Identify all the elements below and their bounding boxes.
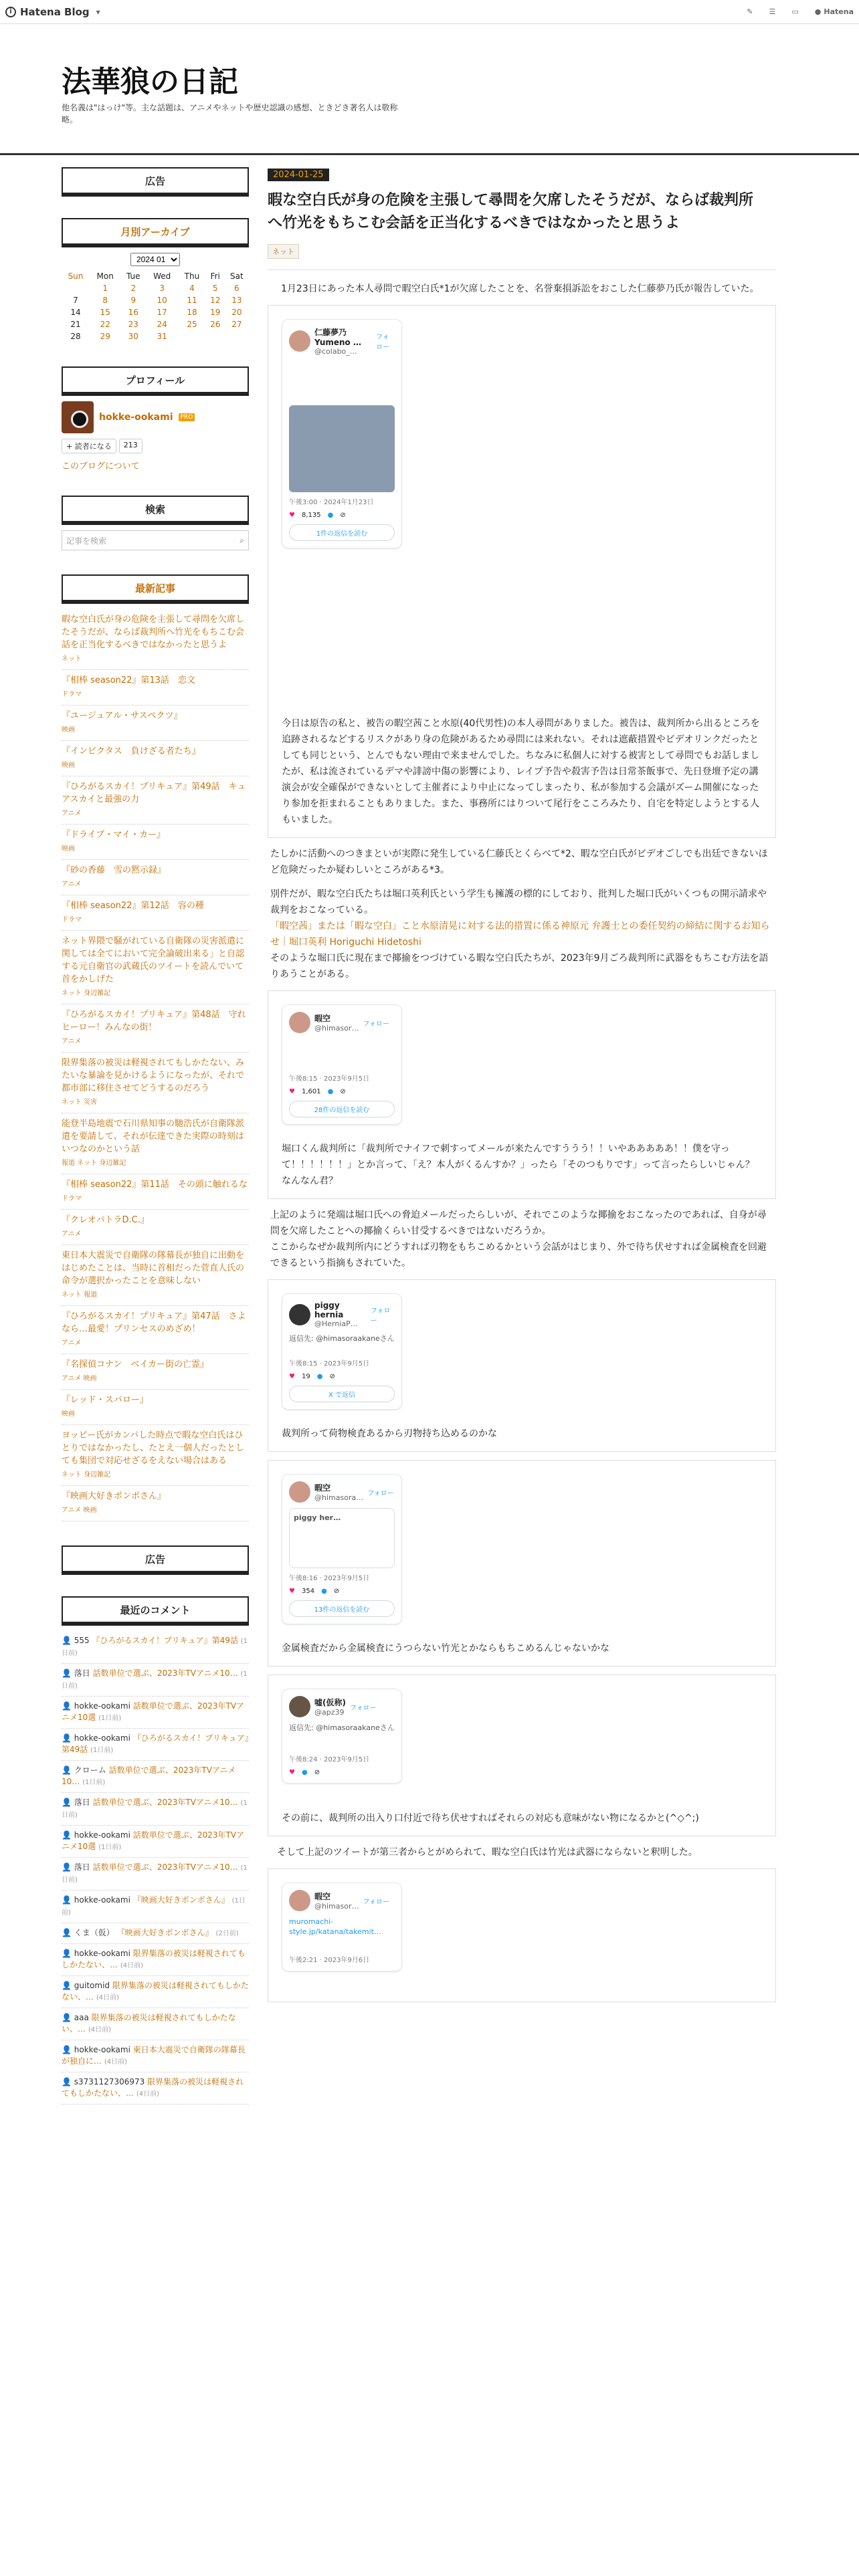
hatena-logo-icon: i xyxy=(5,7,16,17)
embedded-tweet[interactable]: 仁藤夢乃 Yumeno … @colabo_… フォロー 午後3:00 · 2024年1月23日 ♥ 8,135 ● ⊘ 1件の返信を読む xyxy=(282,319,402,548)
comment-date: (1日前) xyxy=(62,1864,248,1884)
list-item xyxy=(62,2072,249,2105)
calendar-day[interactable]: 21 xyxy=(70,320,81,329)
avatar xyxy=(289,1481,310,1503)
recent-entry-link[interactable]: 『クレオパトラD.C.』 xyxy=(62,1215,149,1225)
comment-user[interactable]: 落日 xyxy=(74,1669,90,1678)
calendar-day[interactable]: 5 xyxy=(212,284,218,293)
recent-entry-link[interactable]: ネット界隈で騒がれている自衛隊の災害派遣に関しては全てにおいて完全論破出来る」と自認する元自衛官の武蔵氏のツイートを読んでいて首をかしげた xyxy=(62,936,245,984)
pro-badge: PRO xyxy=(179,413,195,421)
list-item xyxy=(62,1858,249,1891)
weekday-label: Mon xyxy=(96,272,114,281)
user-icon: 👤 xyxy=(62,1949,72,1958)
dashboard-button[interactable] xyxy=(769,7,779,16)
recent-entry-category[interactable]: ネット xyxy=(62,655,82,663)
list-item xyxy=(62,609,249,670)
list-item xyxy=(62,1891,249,1923)
comment-user[interactable]: 落日 xyxy=(74,1862,90,1872)
list-item xyxy=(62,1729,249,1761)
read-replies-button[interactable]: 1件の返信を読む xyxy=(289,524,395,541)
user-icon: 👤 xyxy=(62,1830,72,1840)
comment-entry-link[interactable]: 『ひろがるスカイ！プリキュア』第49話 xyxy=(62,1733,249,1754)
embedded-tweet[interactable]: piggy hernia @HerniaP… フォロー 返信先: @himasoraakaneさん 午後8:15 · 2023年9月5日 ♥ 19 ● ⊘ X で返信 xyxy=(282,1293,402,1410)
comment-user[interactable]: s3731127306973 xyxy=(74,2077,145,2086)
list-item xyxy=(62,1631,249,1664)
reply-on-x-button[interactable]: X で返信 xyxy=(289,1386,395,1402)
user-icon: 👤 xyxy=(62,1733,72,1743)
recent-entry-category[interactable]: ネット 災害 xyxy=(62,1099,98,1106)
paragraph: たしかに活動へのつきまといが実際に発生している仁藤氏とくらべて*2、暇な空白氏がビデオごしでも出廷できないほど危険だったか疑わしいところがある*3。 xyxy=(270,849,768,875)
search-icon[interactable]: ⌕ xyxy=(240,535,244,545)
recent-entry-category[interactable]: アニメ 映画 xyxy=(62,1375,97,1382)
quote-text: 堀口くん裁判所に「裁判所でナイフで刺すってメールが来たんですううう！！いやあああああ！！僕を守って！！！！！！」とか言って、「え？本人がくるんすか？」ったら「そのつもりです」って言ったらしいじゃん？なんなん君？ xyxy=(282,1144,755,1186)
blockquote xyxy=(268,1460,776,1667)
comment-user[interactable]: 555 xyxy=(74,1636,90,1645)
calendar-day xyxy=(62,282,90,294)
calendar-day[interactable]: 2 xyxy=(130,284,136,293)
heart-icon[interactable]: ♥ xyxy=(289,1588,295,1595)
comments-list xyxy=(62,1631,249,2105)
comment-user[interactable]: クローム xyxy=(74,1765,106,1775)
article-date[interactable]: 2024-01-25 xyxy=(268,169,329,181)
recent-entry-category[interactable]: ネット 身辺雑記 xyxy=(62,990,111,997)
blockquote xyxy=(268,1675,776,1836)
calendar-day[interactable]: 4 xyxy=(189,284,195,293)
list-item xyxy=(62,706,249,741)
link-icon[interactable]: ⊘ xyxy=(329,1373,335,1380)
list-item xyxy=(62,1390,249,1425)
calendar-day[interactable]: 26 xyxy=(210,320,221,329)
weekday-label: Sun xyxy=(68,272,84,281)
calendar-day xyxy=(178,330,205,342)
ad-heading-2: 広告 xyxy=(62,1545,249,1572)
comment-date: (1日前) xyxy=(98,1844,122,1851)
recent-entry-link[interactable]: 『ユージュアル・サスペクツ』 xyxy=(62,711,183,721)
recent-entry-link[interactable]: 『ひろがるスカイ！プリキュア』第49話 キュアスカイと最強の力 xyxy=(62,782,246,804)
comment-user[interactable]: hokke-ookami xyxy=(74,1895,130,1905)
comment-entry-link[interactable]: 話数単位で選ぶ、2023年TVアニメ10… xyxy=(92,1669,238,1678)
calendar-day[interactable]: 27 xyxy=(231,320,242,329)
list-item xyxy=(62,931,249,1004)
recent-entry-category[interactable]: 映画 xyxy=(62,1410,75,1418)
comment-entry-link[interactable]: 『映画大好きポンポさん』 xyxy=(132,1895,229,1905)
heart-icon[interactable]: ♥ xyxy=(289,512,295,519)
recent-entry-category[interactable]: アニメ xyxy=(62,810,82,817)
user-icon: 👤 xyxy=(62,1669,72,1678)
quote-text: 金属検査だから金属検査にうつらない竹光とかならもちこめるんじゃないかな xyxy=(282,1643,609,1654)
weekday-label: Thu xyxy=(184,272,200,281)
comment-date: (4日前) xyxy=(88,2026,112,2034)
avatar xyxy=(289,1696,310,1717)
calendar-day[interactable]: 14 xyxy=(70,308,81,317)
weekday-label: Tue xyxy=(126,272,140,281)
avatar xyxy=(289,1890,310,1911)
hatena-link[interactable]: ● Hatena xyxy=(814,7,854,16)
comment-date: (4日前) xyxy=(104,2058,128,2066)
comment-date: (1日前) xyxy=(82,1779,106,1786)
comment-user[interactable]: hokke-ookami xyxy=(74,1830,130,1840)
embedded-tweet[interactable]: 暇空 @himasor… フォロー 午後8:15 · 2023年9月5日 ♥ 1,601 ● ⊘ 28件の返信を読む xyxy=(282,1004,402,1125)
calendar-day[interactable]: 24 xyxy=(157,320,167,329)
recent-entry-category[interactable]: ネット 身辺雑記 xyxy=(62,1471,111,1479)
list-item xyxy=(62,1004,249,1053)
reply-icon[interactable]: ● xyxy=(301,1769,308,1776)
tweet-image[interactable] xyxy=(289,405,395,492)
blog-description: 他名義は"はっけ"等。主な話題は、アニメやネットや歴史認識の感想、ときどき著名人は敬称略。 xyxy=(62,103,398,124)
comment-entry-link[interactable]: 限界集落の被災は軽視されてもしかたない、… xyxy=(62,2013,236,2034)
calendar-day[interactable]: 30 xyxy=(128,332,138,341)
account-button[interactable] xyxy=(791,7,801,16)
comment-entry-link[interactable]: 話数単位で選ぶ、2023年TVアニメ10… xyxy=(62,1765,236,1786)
list-item xyxy=(62,1923,249,1944)
recent-entry-category[interactable]: ドラマ xyxy=(62,691,82,698)
recent-entry-link[interactable]: 『名探偵コナン ベイカー街の亡霊』 xyxy=(62,1360,209,1370)
comment-date: (4日前) xyxy=(96,1994,120,2002)
write-button[interactable] xyxy=(747,7,755,16)
calendar-day[interactable]: 15 xyxy=(100,308,110,317)
list-item xyxy=(62,1793,249,1826)
comments-heading: 最近のコメント xyxy=(62,1596,249,1623)
calendar-day[interactable]: 16 xyxy=(128,308,138,317)
embedded-tweet[interactable]: 暇空 @himasor… フォロー muromachi-style.jp/katana/takemit… 午後2:21 · 2023年9月6日 xyxy=(282,1883,402,1971)
comment-entry-link[interactable]: 限界集落の被災は軽視されてもしかたない、… xyxy=(62,2077,244,2098)
comment-user[interactable]: hokke-ookami xyxy=(74,2045,130,2054)
blog-title[interactable]: 法華狼の日記 xyxy=(62,65,238,99)
user-icon: 👤 xyxy=(62,2013,72,2022)
blog-menu-button[interactable]: ▾ xyxy=(96,7,100,17)
calendar-day[interactable]: 12 xyxy=(210,296,221,305)
comment-date: (1日前) xyxy=(98,1715,122,1722)
comment-entry-link[interactable]: 限界集落の被災は軽視されてもしかたない、… xyxy=(62,1949,246,1969)
comment-date: (1日前) xyxy=(62,1638,248,1657)
heart-icon[interactable]: ♥ xyxy=(289,1373,295,1380)
user-icon: 👤 xyxy=(62,1895,72,1905)
list-item xyxy=(62,1354,249,1390)
list-item xyxy=(62,1664,249,1697)
paragraph: そして上記のツイートが第三者からとがめられて、暇な空白氏は竹光は武器にならないと釈明した。 xyxy=(277,1847,698,1858)
subscriber-count: 213 xyxy=(119,439,142,453)
calendar-day[interactable]: 17 xyxy=(157,308,167,317)
article-category[interactable]: ネット xyxy=(268,244,299,259)
list-item xyxy=(62,860,249,895)
recent-entry-link[interactable]: 限界集落の被災は軽視されてもしかたない、みたいな暴論を見かけるようになったが、それで都市部に移住させてどうするのだろう xyxy=(62,1058,245,1093)
list-item xyxy=(62,1944,249,1976)
list-item xyxy=(62,1053,249,1113)
sidebar xyxy=(62,167,249,2129)
paragraph: 別件だが、暇な空白氏たちは堀口英利氏という学生も擁護の標的にしており、批判した堀口氏がいくつもの開示請求や裁判をおこなっている。 xyxy=(270,889,767,916)
hatena-icon: ● xyxy=(814,7,822,16)
recent-entry-link[interactable]: 『相棒 season22』第13話 恋文 xyxy=(62,675,195,685)
calendar-day[interactable]: 19 xyxy=(210,308,221,317)
comment-entry-link[interactable]: 『映画大好きポンポさん』 xyxy=(116,1928,213,1937)
search-heading: 検索 xyxy=(62,496,249,522)
user-icon: 👤 xyxy=(62,1765,72,1775)
calendar-day[interactable]: 13 xyxy=(231,296,242,305)
blockquote xyxy=(268,305,776,838)
calendar-day[interactable]: 9 xyxy=(130,296,136,305)
embedded-tweet[interactable]: 暇空 @himasora… フォロー piggy her… 午後8:16 · 2023年9月5日 ♥ 354 ● ⊘ 13件の返信を読む xyxy=(282,1474,402,1624)
about-link[interactable]: このブログについて xyxy=(62,461,140,471)
comment-user[interactable]: くま（仮） xyxy=(74,1928,114,1937)
user-icon: 👤 xyxy=(62,1928,72,1937)
recent-entry-link[interactable]: 『相棒 season22』第11話 その頭に触れるな xyxy=(62,1180,248,1190)
paragraph: 1月23日にあった本人尋問で暇空白氏*1が欠席したことを、名誉棄損訴訟をおこした仁藤夢乃氏が報告していた。 xyxy=(281,284,759,294)
calendar-day[interactable]: 6 xyxy=(234,284,240,293)
recent-entry-category[interactable]: アニメ xyxy=(62,881,82,888)
read-replies-button[interactable]: 28件の返信を読む xyxy=(289,1101,395,1117)
comment-user[interactable]: guitomid xyxy=(74,1981,110,1990)
recent-heading: 最新記事 xyxy=(62,574,249,601)
user-icon: 👤 xyxy=(62,1862,72,1872)
list-item xyxy=(62,1486,249,1521)
embedded-tweet[interactable]: 嘘(仮称) @apz39 フォロー 返信先: @himasoraakaneさん 午後8:24 · 2023年9月5日 ♥ ● ⊘ xyxy=(282,1689,402,1784)
list-item xyxy=(62,741,249,776)
avatar xyxy=(289,330,310,352)
paragraph: ここからなぜか裁判所内にどうすれば刃物をもちこめるかという会話がはじまり、外で待ち伏せすれば金属検査を回避できるという指摘もされていた。 xyxy=(270,1242,767,1269)
blog-header xyxy=(0,24,859,155)
calendar-day[interactable]: 29 xyxy=(100,332,110,341)
list-item xyxy=(62,1245,249,1306)
reply-icon[interactable]: ● xyxy=(321,1588,327,1595)
reply-icon[interactable]: ● xyxy=(327,512,334,519)
comment-date: (4日前) xyxy=(136,2090,160,2098)
recent-entry-category[interactable]: アニメ xyxy=(62,1230,82,1238)
paragraph: そのような堀口氏に現在まで揶揄をつづけている暇な空白氏たちが、2023年9月ごろ裁判所に武器をもちこむ方法を語りあうことがある。 xyxy=(270,953,769,980)
comment-entry-link[interactable]: 東日本大震災で自衛隊の隊幕長が独自に… xyxy=(62,2045,246,2066)
calendar-day[interactable]: 10 xyxy=(157,296,167,305)
link-icon[interactable]: ⊘ xyxy=(314,1769,320,1776)
comment-entry-link[interactable]: 『ひろがるスカイ！プリキュア』第49話 xyxy=(92,1636,238,1645)
user-icon: 👤 xyxy=(62,1981,72,1990)
article-title[interactable]: 暇な空白氏が身の危険を主張して尋問を欠席したそうだが、ならば裁判所へ竹光をもちこむ会話を正当化するべきではなかったと思うよ xyxy=(268,192,754,231)
recent-entry-category[interactable]: 映画 xyxy=(62,726,75,734)
list-item xyxy=(62,825,249,860)
list-item xyxy=(62,1113,249,1174)
comment-date: (2日前) xyxy=(215,1930,239,1937)
quote-text: 裁判所って荷物検査あるから刃物持ち込めるのかな xyxy=(282,1428,497,1439)
list-item xyxy=(62,2008,249,2040)
heart-icon[interactable]: ♥ xyxy=(289,1769,295,1776)
calendar-day[interactable]: 1 xyxy=(102,284,108,293)
comment-user[interactable]: 落日 xyxy=(74,1798,90,1807)
user-icon: 👤 xyxy=(62,2045,72,2054)
list-item xyxy=(62,1425,249,1486)
comment-date: (1日前) xyxy=(62,1671,248,1690)
archive-heading: 月別アーカイブ xyxy=(62,218,249,245)
recent-entry-category[interactable]: ネット 報道 xyxy=(62,1291,98,1299)
list-item xyxy=(62,670,249,706)
calendar-day[interactable]: 25 xyxy=(187,320,197,329)
list-item xyxy=(62,1306,249,1354)
list-icon: ☰ xyxy=(769,7,776,16)
list-item xyxy=(62,1826,249,1858)
blockquote xyxy=(268,990,776,1199)
profile-name[interactable]: hokke-ookami xyxy=(99,412,173,423)
user-icon: 👤 xyxy=(62,1636,72,1645)
list-item xyxy=(62,776,249,825)
calendar-day[interactable]: 23 xyxy=(128,320,138,329)
list-item xyxy=(62,1697,249,1729)
recent-entry-category[interactable]: アニメ xyxy=(62,1339,82,1347)
top-bar xyxy=(0,0,859,24)
calendar-day[interactable]: 11 xyxy=(187,296,197,305)
recent-entry-link[interactable]: 『ドライブ・マイ・カー』 xyxy=(62,830,165,840)
paragraph: 上記のように発端は堀口氏への脅迫メールだったらしいが、それでこのような揶揄をおこなったのであれば、自身が尋問を欠席したことへの揶揄くらい甘受するべきではないだろうか。 xyxy=(270,1210,767,1237)
user-icon: 👤 xyxy=(62,1701,72,1711)
recent-entry-link[interactable]: 『インビクタス 負けざる者たち』 xyxy=(62,746,201,756)
ad-heading: 広告 xyxy=(62,167,249,194)
list-item xyxy=(62,1761,249,1793)
profile-heading: プロフィール xyxy=(62,366,249,393)
reply-icon[interactable]: ● xyxy=(327,1088,334,1095)
reference-link[interactable]: 「暇空茜」または「暇な空白」こと水原清晃に対する法的措置に係る神原元 弁護士との委任契約の締結に関するお知らせ｜堀口英利 Horiguchi Hidetoshi xyxy=(270,921,770,948)
weekday-label: Fri xyxy=(210,272,220,281)
quote-text: その前に、裁判所の出入り口付近で待ち伏せすればそれらの対応も意味がない物になるかと(^◇^;) xyxy=(282,1813,699,1824)
recent-entry-link[interactable]: 『ひろがるスカイ！プリキュア』第48話 守れヒーロー！みんなの街！ xyxy=(62,1010,246,1033)
calendar-day[interactable]: 28 xyxy=(70,332,81,341)
avatar[interactable] xyxy=(62,401,94,433)
link-icon[interactable]: ⊘ xyxy=(340,512,346,519)
calendar-day[interactable]: 7 xyxy=(73,296,78,305)
comment-user[interactable]: hokke-ookami xyxy=(74,1949,130,1958)
recent-entry-category[interactable]: ドラマ xyxy=(62,1195,82,1202)
calendar-day[interactable]: 3 xyxy=(159,284,165,293)
recent-entry-category[interactable]: アニメ xyxy=(62,1038,82,1045)
quote-text: 今日は原告の私と、被告の暇空茜こと水原(40代男性)の本人尋問がありました。被告は、裁判所から出るところを追跡されるなどするリスクがあり身の危険があるため尋問には来れない。それは遮蔽措置やビデオリンクだったとしても同じという、とんでもない理由で来ませんでした。ちなみに私個人に対する被害として尋問でもお話しましたが、私は流されているデマや誹謗中傷の影響により、レイプ予告や殺害予告は日常茶飯事で、先日登壇予定の講演会が安全確保ができないとして主催者により中止になってしまったり、私が参加する会議がズーム開催になったり参加を拒まれることもありました。また、事務所にはりついて尾行をこころみたり、自宅を特定しようとする人もいました。 xyxy=(282,718,760,825)
comment-user[interactable]: hokke-ookami xyxy=(74,1701,130,1711)
search-input[interactable]: 記事を検索 ⌕ xyxy=(62,530,249,550)
read-replies-button[interactable]: 13件の返信を読む xyxy=(289,1600,395,1617)
blockquote xyxy=(268,1279,776,1452)
recent-entry-link[interactable]: 『相棒 season22』第12話 容の種 xyxy=(62,901,204,911)
weekday-label: Sat xyxy=(230,272,244,281)
link-icon[interactable]: ⊘ xyxy=(333,1588,340,1595)
recent-entry-category[interactable]: ドラマ xyxy=(62,916,82,924)
comment-date: (1日前) xyxy=(90,1747,114,1754)
recent-entry-link[interactable]: 『ひろがるスカイ！プリキュア』第47話 さよなら…最愛！プリンセスのめざめ！ xyxy=(62,1311,246,1334)
calendar-day[interactable]: 22 xyxy=(100,320,110,329)
recent-entry-category[interactable]: 映画 xyxy=(62,845,75,853)
archive-month-select[interactable] xyxy=(130,253,180,266)
archive-calendar xyxy=(62,253,249,342)
blockquote xyxy=(268,1868,776,2002)
article xyxy=(268,167,776,2010)
recent-entry-link[interactable]: ヨッピー氏がカンパした時点で暇な空白氏はひとりではなかったし、たとえ一個人だったとしても集団で対応せざるをえない場合はある xyxy=(62,1430,245,1466)
hatena-blog-logo[interactable]: i Hatena Blog xyxy=(5,6,90,18)
comment-user[interactable]: aaa xyxy=(74,2013,89,2022)
recent-list xyxy=(62,609,249,1521)
recent-entry-category[interactable]: アニメ 映画 xyxy=(62,1507,97,1514)
comment-user[interactable]: hokke-ookami xyxy=(74,1733,130,1743)
comment-date: (1日前) xyxy=(62,1897,246,1917)
weekday-label: Wed xyxy=(153,272,171,281)
recent-entry-category[interactable]: 映画 xyxy=(62,762,75,769)
link-icon[interactable]: ⊘ xyxy=(340,1088,346,1095)
avatar xyxy=(289,1304,310,1325)
avatar xyxy=(289,1012,310,1033)
recent-entry-category[interactable]: 報道 ネット 身辺雑記 xyxy=(62,1160,126,1167)
comment-entry-link[interactable]: 限界集落の被災は軽視されてもしかたない、… xyxy=(62,1981,249,2002)
list-item xyxy=(62,2040,249,2072)
comment-date: (1日前) xyxy=(62,1800,248,1819)
bell-icon: ▭ xyxy=(791,7,799,16)
user-icon: 👤 xyxy=(62,2077,72,2086)
profile xyxy=(62,401,249,471)
recent-entry-link[interactable]: 『映画大好きポンポさん』 xyxy=(62,1491,167,1501)
recent-entry-link[interactable]: 暇な空白氏が身の危険を主張して尋問を欠席したそうだが、ならば裁判所へ竹光をもちこむ会話を正当化するべきではなかったと思うよ xyxy=(62,615,245,650)
calendar-day[interactable]: 18 xyxy=(187,308,197,317)
calendar-day[interactable]: 8 xyxy=(102,296,108,305)
comment-entry-link[interactable]: 話数単位で選ぶ、2023年TVアニメ10… xyxy=(92,1862,238,1872)
calendar-day[interactable]: 20 xyxy=(231,308,242,317)
pencil-icon: ✎ xyxy=(747,7,753,16)
recent-entry-link[interactable]: 能登半島地震で石川県知事の馳浩氏が自衛隊派遣を要請して、それが伝達できた実際の時刻はいつなのかという話 xyxy=(62,1119,245,1154)
recent-entry-link[interactable]: 『レッド・スパロー』 xyxy=(62,1395,149,1405)
comment-entry-link[interactable]: 話数単位で選ぶ、2023年TVアニメ10… xyxy=(92,1798,238,1807)
user-icon: 👤 xyxy=(62,1798,72,1807)
calendar-day xyxy=(225,330,249,342)
comment-entry-link[interactable]: 話数単位で選ぶ、2023年TVアニメ10選 xyxy=(62,1830,245,1851)
recent-entry-link[interactable]: 『砂の香藤 雪の黙示録』 xyxy=(62,865,167,875)
reply-icon[interactable]: ● xyxy=(316,1373,323,1380)
list-item xyxy=(62,1210,249,1245)
list-item xyxy=(62,895,249,931)
list-item xyxy=(62,1174,249,1210)
heart-icon[interactable]: ♥ xyxy=(289,1088,295,1095)
comment-date: (4日前) xyxy=(120,1962,144,1969)
subscribe-button[interactable]: + 読者になる xyxy=(62,439,116,453)
comment-entry-link[interactable]: 話数単位で選ぶ、2023年TVアニメ10選 xyxy=(62,1701,245,1722)
list-item xyxy=(62,1976,249,2008)
calendar-day xyxy=(206,330,225,342)
calendar-day[interactable]: 31 xyxy=(157,332,167,341)
recent-entry-link[interactable]: 東日本大震災で自衛隊の隊幕長が独自に出動をはじめたことは、当時に首相だった菅直人氏の命令が選択かったことを意味しない xyxy=(62,1251,245,1286)
